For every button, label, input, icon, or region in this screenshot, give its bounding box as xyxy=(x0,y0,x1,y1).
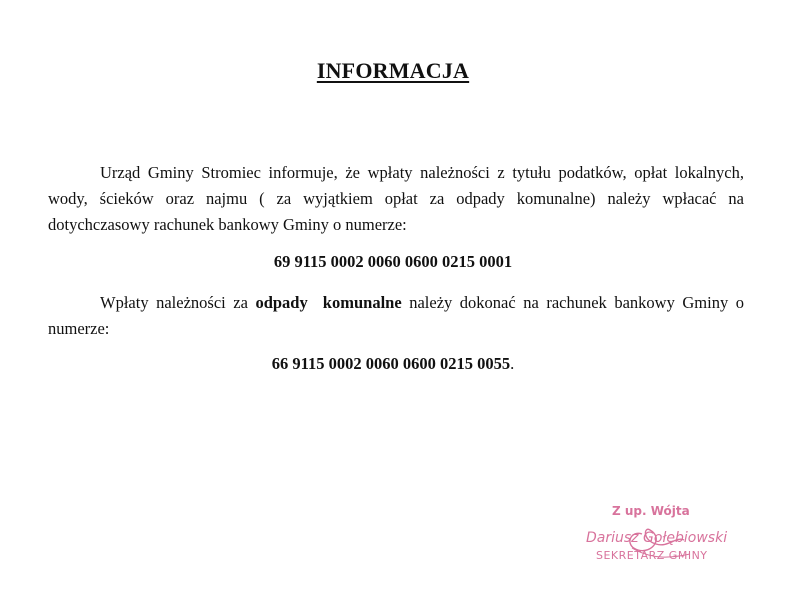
paragraph-waste-payments xyxy=(48,290,744,342)
stamp-name: Dariusz Gołębiowski xyxy=(586,530,728,546)
stamp-role: SEKRETARZ GMINY xyxy=(596,549,708,562)
account-number-general: 69 9115 0002 0060 0600 0215 0001 xyxy=(273,252,513,271)
document-title: INFORMACJA xyxy=(316,58,470,83)
paragraph-general-payments-text: Urząd Gminy Stromiec informuje, że wpłaty należności z tytułu podatków, opłat lokalnych, wody, ścieków oraz najmu ( za wyjątkiem opłat za odpady komunalne) należy wpłacać na dotychczasowy rachunek bankowy Gminy o numerze: xyxy=(48,163,744,234)
account-number-waste-suffix: . xyxy=(510,354,515,373)
stamp-header: Z up. Wójta xyxy=(612,504,690,518)
account-number-waste xyxy=(0,354,786,374)
paragraph-waste-text-after: należy dokonać na rachunek bankowy Gminy o numerze: xyxy=(48,293,744,338)
paragraph-waste-text-bold: odpady komunalne xyxy=(255,293,402,312)
official-stamp xyxy=(572,500,742,580)
account-number-waste-value: 66 9115 0002 0060 0600 0215 0055 xyxy=(271,354,511,373)
paragraph-waste-text-before: Wpłaty należności za xyxy=(100,293,256,312)
paragraph-general-payments xyxy=(48,160,744,238)
